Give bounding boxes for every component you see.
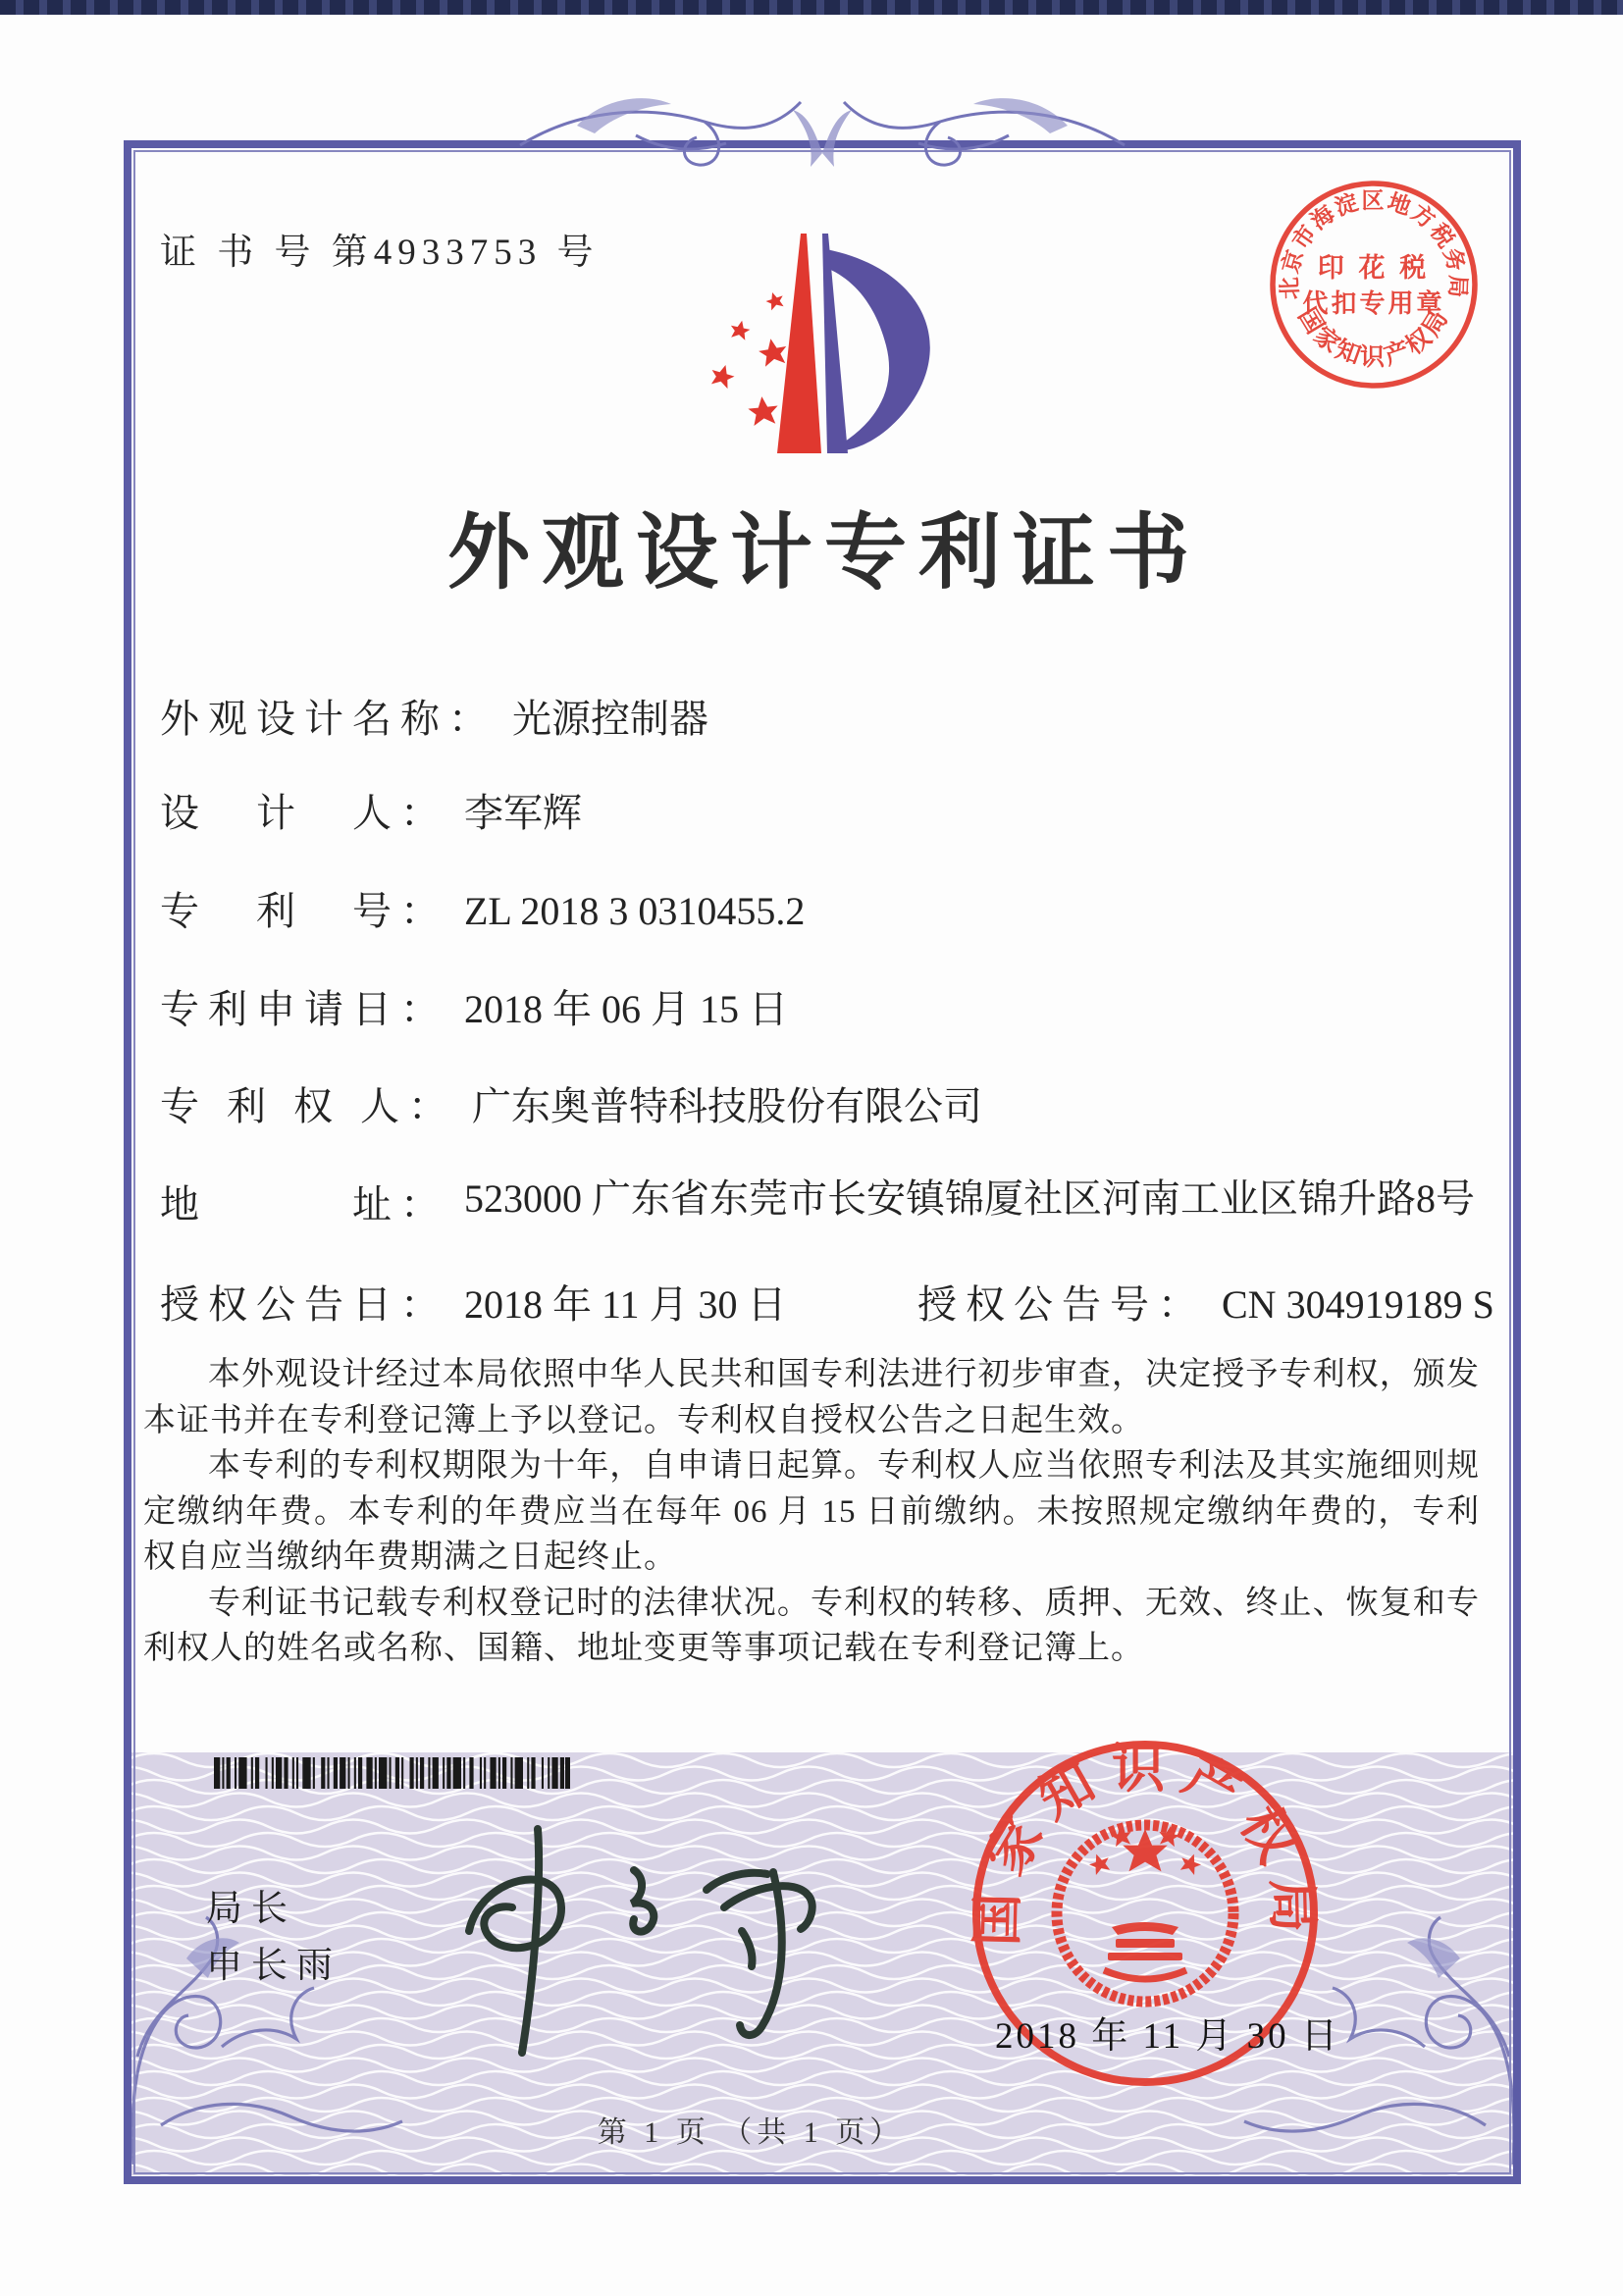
body-paragraph: 本外观设计经过本局依照中华人民共和国专利法进行初步审查，决定授予专利权，颁发本证书并在专利登记簿上予以登记。专利权自授权公告之日起生效。 (143, 1357, 1480, 1438)
field-row-address (160, 1174, 1483, 1229)
field-value: 李军辉 (464, 791, 582, 835)
tax-seal-bottom-text: 国家知识产权局 (1292, 303, 1455, 372)
field-row-designer (160, 782, 582, 838)
field-label: 外观设计名称： (160, 697, 497, 741)
director-name: 申长雨 (206, 1946, 341, 1986)
field-row-grant (160, 1274, 1494, 1330)
grant-date-value: 2018 年 11 月 30 日 (464, 1282, 787, 1327)
field-label: 专 利 号： (160, 889, 448, 933)
grant-number-group (917, 1274, 1494, 1330)
field-value: ZL 2018 3 0310455.2 (464, 889, 806, 933)
national-emblem-icon (1057, 1824, 1233, 2002)
grant-number-label: 授权公告号： (917, 1282, 1206, 1327)
body-paragraph: 本专利的专利权期限为十年，自申请日起算。专利权人应当依照专利法及其实施细则规定缴纳年费。本专利的年费应当在每年 06 月 15 日前缴纳。未按照规定缴纳年费的，专利权自应当缴纳年费期满之日起终止。 (143, 1448, 1480, 1575)
field-value: 2018 年 06 月 15 日 (464, 987, 788, 1031)
field-value: 523000 广东省东莞市长安镇锦厦社区河南工业区锦升路8号 (464, 1176, 1475, 1221)
field-row-design-name (160, 688, 708, 744)
legal-body-text (143, 1352, 1480, 1672)
barcode-icon (214, 1757, 571, 1789)
body-paragraph: 专利证书记载专利权登记时的法律状况。专利权的转移、质押、无效、终止、恢复和专利权人的姓名或名称、国籍、地址变更等事项记载在专利登记簿上。 (143, 1585, 1480, 1666)
tax-seal-center-line1: 印 花 税 (1317, 253, 1431, 283)
grant-date-label: 授权公告日： (160, 1282, 448, 1327)
tax-stamp-seal-icon (1264, 175, 1484, 394)
certificate-number: 证 书 号 第4933753 号 (160, 233, 600, 273)
director-signature-icon (412, 1813, 873, 2059)
field-label: 设 计 人： (160, 791, 448, 835)
tax-seal-center-line2: 代扣专用章 (1302, 289, 1445, 318)
top-flourish-ornament-icon (518, 88, 1126, 206)
cnipa-patent-logo-icon (677, 228, 962, 458)
grant-number-value: CN 304919189 S (1222, 1282, 1494, 1327)
field-label: 地 址： (160, 1182, 448, 1226)
page-footer: 第 1 页 （共 1 页） (597, 2116, 905, 2149)
field-value: 光源控制器 (512, 697, 708, 741)
field-label: 专利申请日： (160, 987, 448, 1031)
svg-text:北京市海淀区地方税务局 (1278, 188, 1471, 300)
field-row-patent-number (160, 880, 805, 936)
field-value: 广东奥普特科技股份有限公司 (472, 1084, 982, 1128)
tax-seal-top-text: 北京市海淀区地方税务局 (1277, 187, 1471, 300)
field-label: 专 利 权 人： (160, 1084, 456, 1128)
certificate-title: 外观设计专利证书 (446, 508, 1201, 600)
seal-date: 2018 年 11 月 30 日 (995, 2016, 1340, 2057)
field-row-patentee (160, 1075, 982, 1131)
main-seal-ring-text: 国家知识产权局 (968, 1739, 1323, 1948)
director-title: 局长 (206, 1889, 296, 1929)
scan-edge-strip (0, 0, 1623, 15)
field-row-filing-date (160, 978, 788, 1034)
